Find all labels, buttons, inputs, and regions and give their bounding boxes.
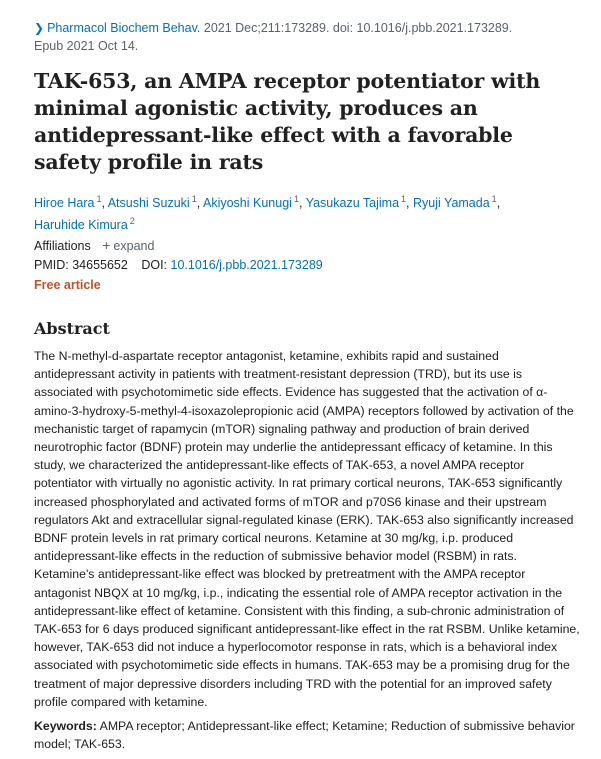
keywords xyxy=(34,717,580,753)
affiliation-ref[interactable]: 1 xyxy=(491,194,497,204)
epub-date: Epub 2021 Oct 14. xyxy=(34,39,139,53)
author-link[interactable]: Akiyoshi Kunugi xyxy=(202,196,292,211)
citation xyxy=(34,19,580,55)
pmid-label: PMID: xyxy=(34,258,69,272)
affiliation-ref[interactable]: 1 xyxy=(293,194,299,204)
affiliation-ref[interactable]: 1 xyxy=(191,194,197,204)
author-link[interactable]: Ryuji Yamada xyxy=(413,196,490,211)
keywords-text: AMPA receptor; Antidepressant-like effect; Ketamine; Reduction of submissive behavior model; TAK-653. xyxy=(34,719,575,752)
author-link[interactable]: Yasukazu Tajima xyxy=(305,196,400,211)
author-link[interactable]: Hiroe Hara xyxy=(34,196,95,211)
doi-link[interactable]: 10.1016/j.pbb.2021.173289 xyxy=(170,258,323,272)
chevron-right-icon: ❯ xyxy=(34,21,45,35)
abstract-text: The N-methyl-d-aspartate receptor antagonist, ketamine, exhibits rapid and sustained antidepressant activity in patients with treatment-resistant depression (TRD), but its use is associated with psychotomimetic side effects. Evidence has suggested that the activation of α-amino-3-hydroxy-5-methyl-4-isoxazolepropionic acid (AMPA) receptors followed by activation of the mechanistic target of rapamycin (mTOR) signaling pathway and production of brain derived neurotrophic factor (BDNF) protein may underlie the antidepressant efficacy of ketamine. In this study, we characterized the antidepressant-like effects of TAK-653, a novel AMPA receptor potentiator with virtually no agonistic activity. In rat primary cortical neurons, TAK-653 significantly increased phosphorylated and activated forms of mTOR and p70S6 kinase and their upstream regulators Akt and extracellular signal-regulated kinase (ERK). TAK-653 also significantly increased BDNF protein levels in rat primary cortical neurons. Ketamine at 30 mg/kg, i.p. produced antidepressant-like effects in the reduction of submissive behavior model (RSBM) in rats. Ketamine's antidepressant-like effect was blocked by pretreatment with the AMPA receptor antagonist NBQX at 10 mg/kg, i.p., indicating the essential role of AMPA receptor activation in the antidepressant-like effect of ketamine. Consistent with this finding, a sub-chronic administration of TAK-653 for 6 days produced significant antidepressant-like effect in the rat RSBM. Unlike ketamine, however, TAK-653 did not induce a hyperlocomotor response in rats, which is a behavioral index associated with psychotomimetic side effects in humans. TAK-653 may be a promising drug for the treatment of major depressive disorders including TRD with the potential for an improved safety profile compared with ketamine. xyxy=(34,349,580,709)
affiliation-ref[interactable]: 1 xyxy=(96,194,102,204)
article-title: TAK-653, an AMPA receptor potentiator with minimal agonistic activity, produces an antidepressant-like effect with a favorable safety profile in rats xyxy=(34,69,541,174)
affiliation-ref[interactable]: 1 xyxy=(401,194,407,204)
journal-link[interactable]: Pharmacol Biochem Behav. xyxy=(47,21,201,35)
identifiers-row xyxy=(34,256,323,274)
abstract-heading: Abstract xyxy=(34,319,110,338)
doi-label: DOI: xyxy=(141,258,168,272)
affiliations-label: Affiliations xyxy=(34,239,91,253)
affiliations-expand-button[interactable] xyxy=(102,239,154,253)
free-article-badge: Free article xyxy=(34,278,101,292)
author-list: Hiroe Hara $^1$, Atsushi Suzuki $^1$, Akiyoshi Kunugi $^1$, Yasukazu Tajima $^1$, Ryuji Yamada $^1$, Haruhide Kimura $^2$ xyxy=(34,194,501,233)
affiliations-row xyxy=(34,236,154,255)
keywords-label: Keywords: xyxy=(34,719,97,733)
plus-icon: + xyxy=(102,237,111,253)
author-link[interactable]: Atsushi Suzuki xyxy=(107,196,190,211)
citation-details: 2021 Dec;211:173289. doi: 10.1016/j.pbb.2021.173289. xyxy=(200,21,513,35)
author-link[interactable]: Haruhide Kimura xyxy=(34,218,128,233)
pmid-value: 34655652 xyxy=(72,258,128,272)
expand-label: expand xyxy=(113,239,155,253)
affiliation-ref[interactable]: 2 xyxy=(129,216,135,227)
